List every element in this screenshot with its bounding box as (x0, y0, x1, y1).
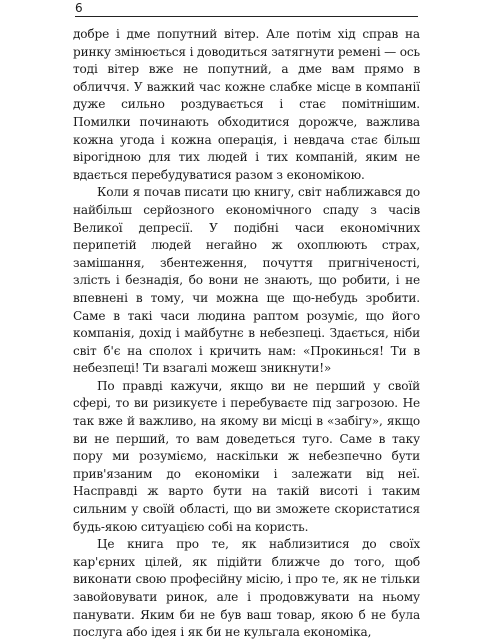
paragraph-4: Це книга про те, як наблизитися до своїх кар'єрних цілей, як підійти ближче до того, щоб виконати свою професійну місію, і про те, як не тільки завойовувати ринок, але і продовжувати на ньому панувати. Яким би не був ваш товар, якою б не була послуга або ідея і як би не кульгала економіка, (73, 537, 420, 640)
page-number: 6 (75, 1, 83, 15)
paragraph-3: По правді кажучи, якщо ви не перший у своїй сфері, то ви ризикуєте і перебуваєте під загрозою. Не так вже й важливо, на якому ви місці в «забігу», якщо ви не перший, то вам доведеться туго. Саме в таку пору ми розуміємо, наскільки ж небезпечно бути прив'язаним до економіки і залежати від неї. Насправді ж варто бути на такій висоті і таким сильним у своїй області, що ви зможете скористатися будь-якою ситуацією собі на користь. (73, 378, 420, 534)
body-text (73, 26, 420, 642)
paragraph-2: Коли я почав писати цю книгу, світ наближався до найбільш серйозного економічного спаду з часів Великої депресії. У подібні часи економічних перипетій людей негайно ж охоплюють страх, замішання, збентеження, почуття пригніченості, злість і безнадія, бо вони не знають, що робити, і не впевнені в тому, чи можна ще що-небудь зробити. Саме в такі часи людина раптом розуміє, що його компанія, дохід і майбутнє в небезпеці. Здається, ніби світ б'є на сполох і кричить нам: «Прокинься! Ти в небезпеці! Ти взагалі можеш зникнути!» (73, 185, 420, 376)
paragraph-1: добре і дме попутний вітер. Але потім хід справ на ринку змінюється і доводиться затягнути ремені — ось тоді вітер вже не попутний, а дме вам прямо в обличчя. У важкий час кожне слабке місце в компанії дуже сильно роздувається і стає помітнішим. Помилки починають обходитися дорожче, важлива кожна угода і кожна операція, і невдача стає більш вірогідною для тих людей і тих компаній, яким не вдається перебудуватися разом з економікою. (73, 27, 420, 182)
header-rule (75, 16, 418, 17)
